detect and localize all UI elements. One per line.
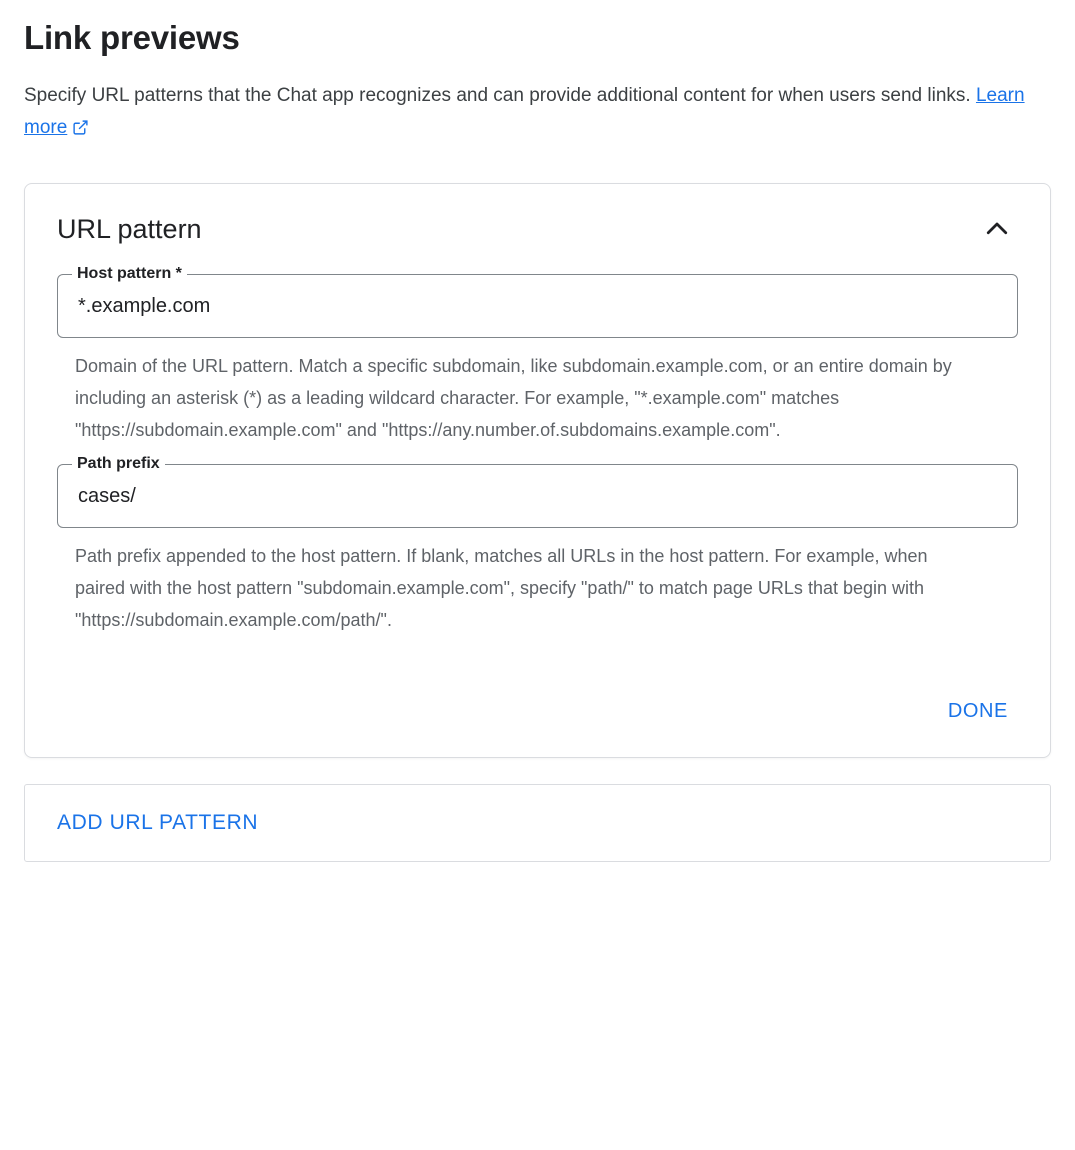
add-url-pattern-card[interactable] xyxy=(24,784,1051,862)
path-prefix-field xyxy=(57,455,1018,528)
card-actions xyxy=(57,692,1018,731)
path-prefix-input-box[interactable] xyxy=(57,464,1018,528)
url-pattern-card xyxy=(24,183,1051,758)
learn-more-link[interactable]: Learn more xyxy=(24,85,1025,138)
host-pattern-field xyxy=(57,265,1018,338)
external-link-icon xyxy=(72,115,89,147)
page-title: Link previews xyxy=(24,19,240,56)
chevron-up-icon[interactable] xyxy=(976,210,1018,248)
path-prefix-label: Path prefix xyxy=(72,454,165,474)
path-prefix-help-text: Path prefix appended to the host pattern. If blank, matches all URLs in the host pattern. For example, when paired with the host pattern "subdomain.example.com", specify "path/" to match page URLs that begin with "https://subdomain.example.com/path/". xyxy=(75,546,928,630)
path-prefix-input[interactable] xyxy=(76,484,999,509)
host-pattern-help-text: Domain of the URL pattern. Match a specific subdomain, like subdomain.example.com, or an entire domain by including an asterisk (*) as a leading wildcard character. For example, "*.example.com" matches "https://subdomain.example.com" and "https://any.number.of.subdomains.example.com". xyxy=(75,356,952,440)
add-url-pattern-button[interactable]: ADD URL PATTERN xyxy=(57,811,259,834)
url-pattern-card-header xyxy=(57,210,1018,248)
host-pattern-label: Host pattern * xyxy=(72,264,187,284)
host-pattern-input-box[interactable] xyxy=(57,274,1018,338)
page-description-text: Specify URL patterns that the Chat app recognizes and can provide additional content for when users send links. xyxy=(24,85,976,106)
card-title: URL pattern xyxy=(57,214,202,244)
done-button[interactable]: DONE xyxy=(938,692,1018,731)
page-description xyxy=(24,80,1044,147)
host-pattern-input[interactable] xyxy=(76,294,999,319)
